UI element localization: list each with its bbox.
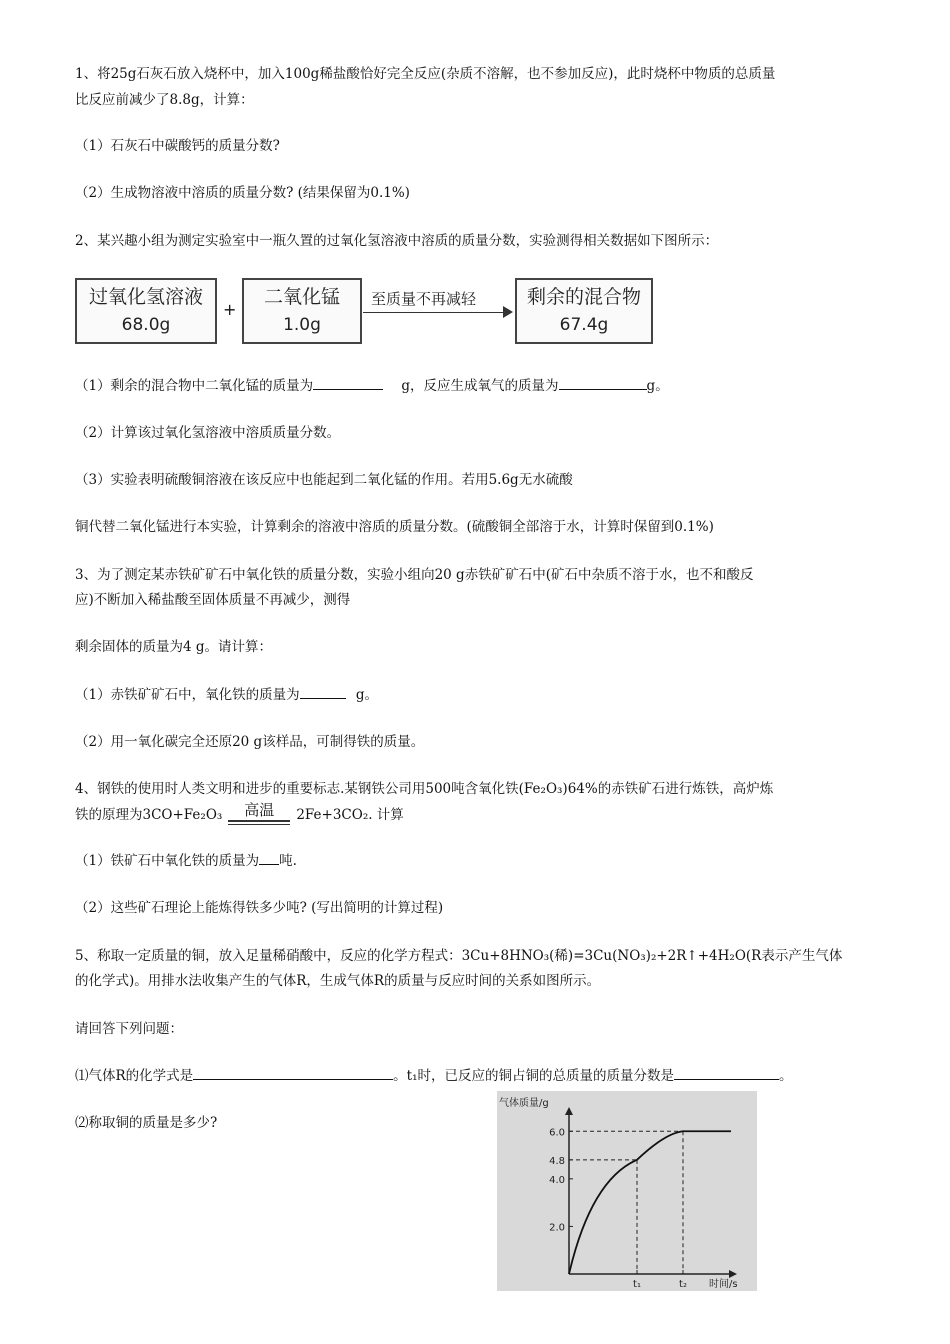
q4-sub1-text-a: （1）铁矿石中氧化铁的质量为 <box>75 853 260 869</box>
q5-line1: 5、称取一定质量的铜，放入足量稀硝酸中，反应的化学方程式：3Cu+8HNO₃(稀)=3Cu(NO₃)₂+2R↑+4H₂O(R表示产生气体 <box>75 948 843 964</box>
flow-arrow-line <box>363 312 505 313</box>
gas-mass-time-graph <box>497 1091 757 1291</box>
flow-box-manganese-dioxide <box>242 278 362 344</box>
q4-line2 <box>75 803 885 826</box>
q5-blank-gas-formula[interactable] <box>193 1065 393 1080</box>
q4-sub1-text-b: 吨. <box>279 853 297 869</box>
q3-line1: 3、为了测定某赤铁矿矿石中氧化铁的质量分数，实验小组向20 g赤铁矿矿石中(矿石中杂质不溶于水，也不和酸反 <box>75 567 754 583</box>
q5-line2: 的化学式)。用排水法收集产生的气体R，生成气体R的质量与反应时间的关系如图所示。 <box>75 973 601 989</box>
q2-blank-oxygen-mass[interactable] <box>559 375 647 390</box>
q5-sub1-text-c: 。 <box>779 1068 793 1084</box>
flow-box-remaining-mixture <box>515 278 653 344</box>
flow-box3-value: 67.4g <box>559 315 609 335</box>
flow-arrow-icon <box>503 306 513 318</box>
flow-arrow-label: 至质量不再减轻 <box>371 290 477 308</box>
q2-blank-mno2-mass[interactable] <box>313 375 383 390</box>
y-tick-label: 2.0 <box>549 1222 565 1234</box>
y-axis-label: 气体质量/g <box>499 1098 549 1109</box>
q5-sub1 <box>75 1065 885 1087</box>
q5-sub1-text-b: 。t₁时，已反应的铜占铜的总质量的质量分数是 <box>393 1068 675 1084</box>
flow-plus-sign: + <box>223 300 237 319</box>
q3-sub1-text-b: g。 <box>355 687 379 703</box>
q1-line1: 1、将25g石灰石放入烧杯中，加入100g稀盐酸恰好完全反应(杂质不溶解，也不参加反应)，此时烧杯中物质的总质量 <box>75 66 776 82</box>
q1-sub2: （2）生成物溶液中溶质的质量分数? (结果保留为0.1%) <box>75 185 410 201</box>
q3-sub2: （2）用一氧化碳完全还原20 g该样品，可制得铁的质量。 <box>75 734 425 750</box>
q2-sub1 <box>75 375 885 397</box>
flow-box1-name: 过氧化氢溶液 <box>88 286 203 308</box>
q1-line2: 比反应前减少了8.8g，计算： <box>75 92 254 108</box>
q4-line2-text-b: 2Fe+3CO₂. 计算 <box>296 807 404 823</box>
q3-blank-fe2o3-mass[interactable] <box>300 684 346 699</box>
q4-line1: 4、钢铁的使用时人类文明和进步的重要标志.某钢铁公司用500吨含氧化铁(Fe₂O₃)64%的赤铁矿石进行炼铁，高炉炼 <box>75 781 774 797</box>
flow-box1-value: 68.0g <box>121 315 171 335</box>
q3-sub1 <box>75 684 885 706</box>
q3-line3: 剩余固体的质量为4 g。请计算： <box>75 639 273 655</box>
x-axis-label: 时间/s <box>709 1279 738 1290</box>
y-tick-label: 4.8 <box>549 1155 565 1167</box>
q2-sub1-text-c: g。 <box>646 378 669 394</box>
q4-sub1 <box>75 850 885 872</box>
q2-sub2: （2）计算该过氧化氢溶液中溶质质量分数。 <box>75 425 341 441</box>
q3-line2: 应)不断加入稀盐酸至固体质量不再减少，测得 <box>75 592 351 608</box>
flow-box3-name: 剩余的混合物 <box>526 286 641 308</box>
y-tick-label: 4.0 <box>549 1174 565 1186</box>
q4-sub2: （2）这些矿石理论上能炼得铁多少吨? (写出简明的计算过程) <box>75 900 444 916</box>
q3-sub1-text-a: （1）赤铁矿矿石中，氧化铁的质量为 <box>75 687 300 703</box>
q2-sub1-text-a: （1）剩余的混合物中二氧化锰的质量为 <box>75 378 314 394</box>
q2-sub3-cont: 铜代替二氧化锰进行本实验，计算剩余的溶液中溶质的质量分数。(硫酸铜全部溶于水，计算时保留到0.1%) <box>75 519 714 535</box>
flow-box2-name: 二氧化锰 <box>263 286 340 308</box>
y-tick-label: 6.0 <box>549 1127 565 1139</box>
q2-sub1-text-b: g，反应生成氧气的质量为 <box>401 378 559 394</box>
flow-box-hydrogen-peroxide <box>75 278 217 344</box>
flow-box2-value: 1.0g <box>283 315 321 335</box>
q4-line2-text-a: 铁的原理为3CO+Fe₂O₃ <box>75 807 223 823</box>
q2-sub3: （3）实验表明硫酸铜溶液在该反应中也能起到二氧化锰的作用。若用5.6g无水硫酸 <box>75 472 573 488</box>
q5-sub2: ⑵称取铜的质量是多少? <box>75 1115 218 1131</box>
q2-flow-diagram <box>75 278 655 346</box>
q4-reaction-condition: 高温 <box>228 803 290 817</box>
x-tick-label: t₁ <box>633 1279 641 1290</box>
graph-background <box>497 1091 757 1291</box>
q5-sub1-text-a: ⑴气体R的化学式是 <box>75 1068 194 1084</box>
x-tick-label: t₂ <box>679 1279 687 1290</box>
q2-line1: 2、某兴趣小组为测定实验室中一瓶久置的过氧化氢溶液中溶质的质量分数，实验测得相关数据如下图所示： <box>75 233 719 249</box>
q5-blank-copper-fraction[interactable] <box>674 1065 779 1080</box>
q4-blank-fe2o3-mass[interactable] <box>259 850 279 865</box>
q5-prompt: 请回答下列问题： <box>75 1021 183 1037</box>
q1-sub1: （1）石灰石中碳酸钙的质量分数? <box>75 138 280 154</box>
